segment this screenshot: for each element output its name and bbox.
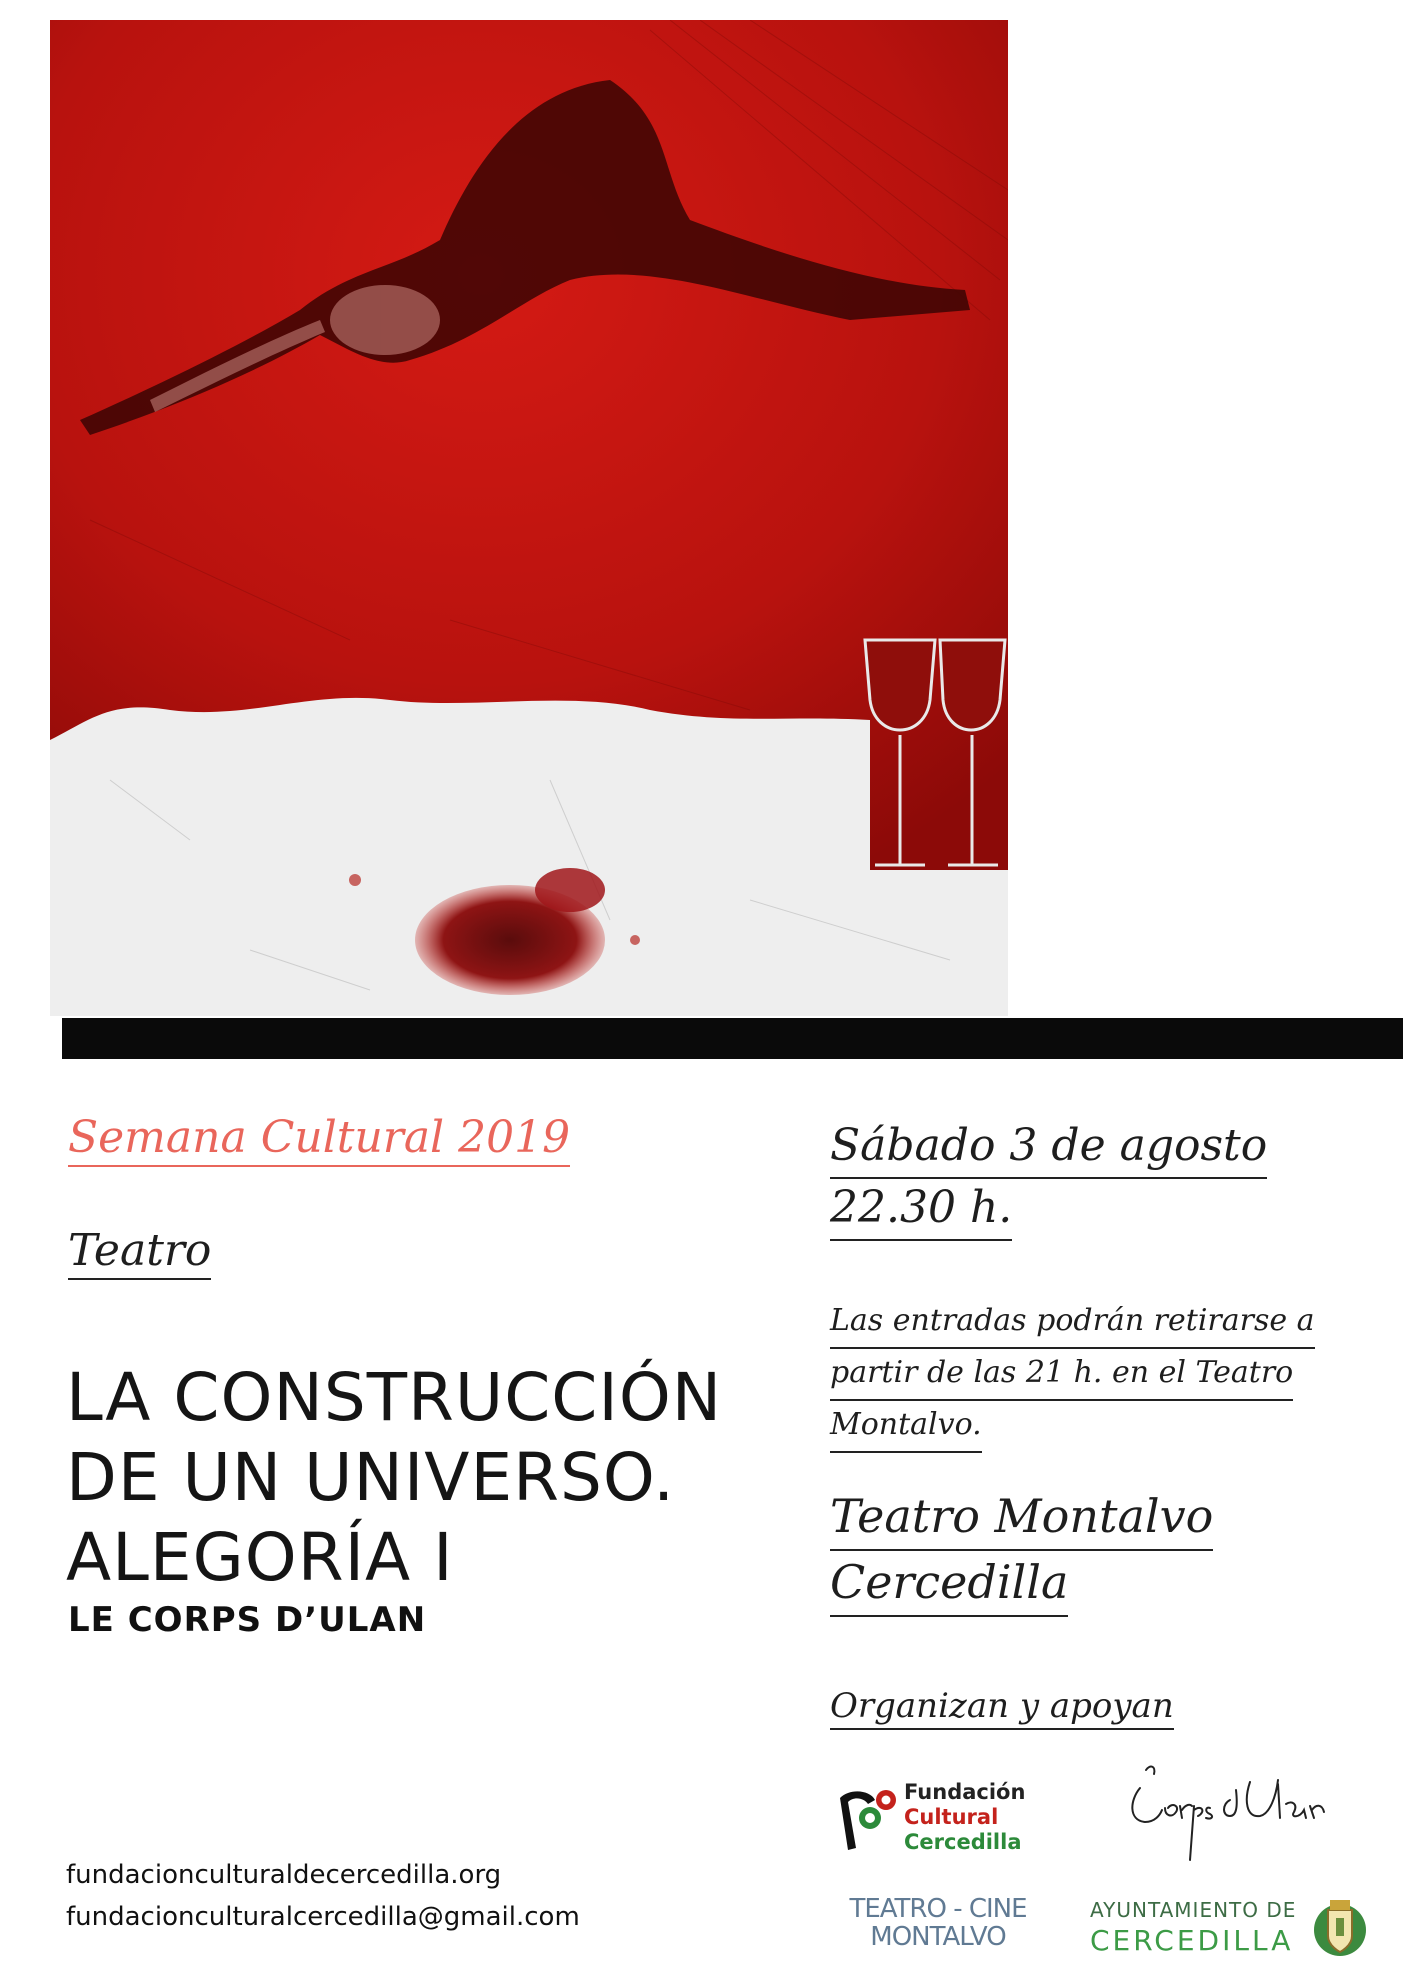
title-line: DE UN UNIVERSO. [66, 1439, 676, 1516]
event-date: Sábado 3 de agosto [830, 1117, 1267, 1179]
fundacion-cultural-logo [830, 1778, 1040, 1858]
ayuntamiento-logo: AYUNTAMIENTO DE CERCEDILLA [1088, 1896, 1388, 1966]
fcc-mark-icon [830, 1778, 900, 1858]
teatro-logo-line: MONTALVO [870, 1922, 1006, 1952]
event-datetime [830, 1117, 1267, 1241]
title-line: LA CONSTRUCCIÓN [66, 1359, 723, 1436]
contact-info [66, 1854, 580, 1938]
genre-label: Teatro [68, 1225, 211, 1280]
divider-bar [62, 1018, 1403, 1059]
event-label: Semana Cultural 2019 [68, 1112, 570, 1167]
venue-town: Cercedilla [830, 1551, 1068, 1617]
ticket-line: Las entradas podrán retirarse a [830, 1297, 1315, 1349]
event-time: 22.30 h. [830, 1179, 1012, 1241]
organizers-label: Organizan y apoyan [830, 1686, 1174, 1730]
title-line: ALEGORÍA I [66, 1519, 454, 1596]
teatro-logo-line: TEATRO - CINE [849, 1894, 1027, 1924]
ticket-line: Montalvo. [830, 1401, 982, 1453]
teatro-montalvo-logo [848, 1895, 1028, 1965]
company-name: LE CORPS D’ULAN [68, 1600, 427, 1640]
venue-name: Teatro Montalvo [830, 1485, 1213, 1551]
cercedilla-crest-icon [1310, 1896, 1370, 1960]
show-title [66, 1358, 722, 1598]
corps-signature-icon [1110, 1760, 1340, 1870]
ticket-line: partir de las 21 h. en el Teatro [830, 1349, 1293, 1401]
poster-artwork [50, 20, 1008, 1016]
email-link[interactable]: fundacionculturalcercedilla@gmail.com [66, 1902, 580, 1932]
venue [830, 1485, 1213, 1617]
corps-dulan-logo [1110, 1760, 1340, 1870]
fcc-wordmark: Fundación Cultural Cercedilla [904, 1780, 1026, 1854]
ticket-info [830, 1297, 1315, 1453]
artwork-illustration [50, 20, 1008, 1016]
website-link[interactable]: fundacionculturaldecercedilla.org [66, 1860, 502, 1890]
